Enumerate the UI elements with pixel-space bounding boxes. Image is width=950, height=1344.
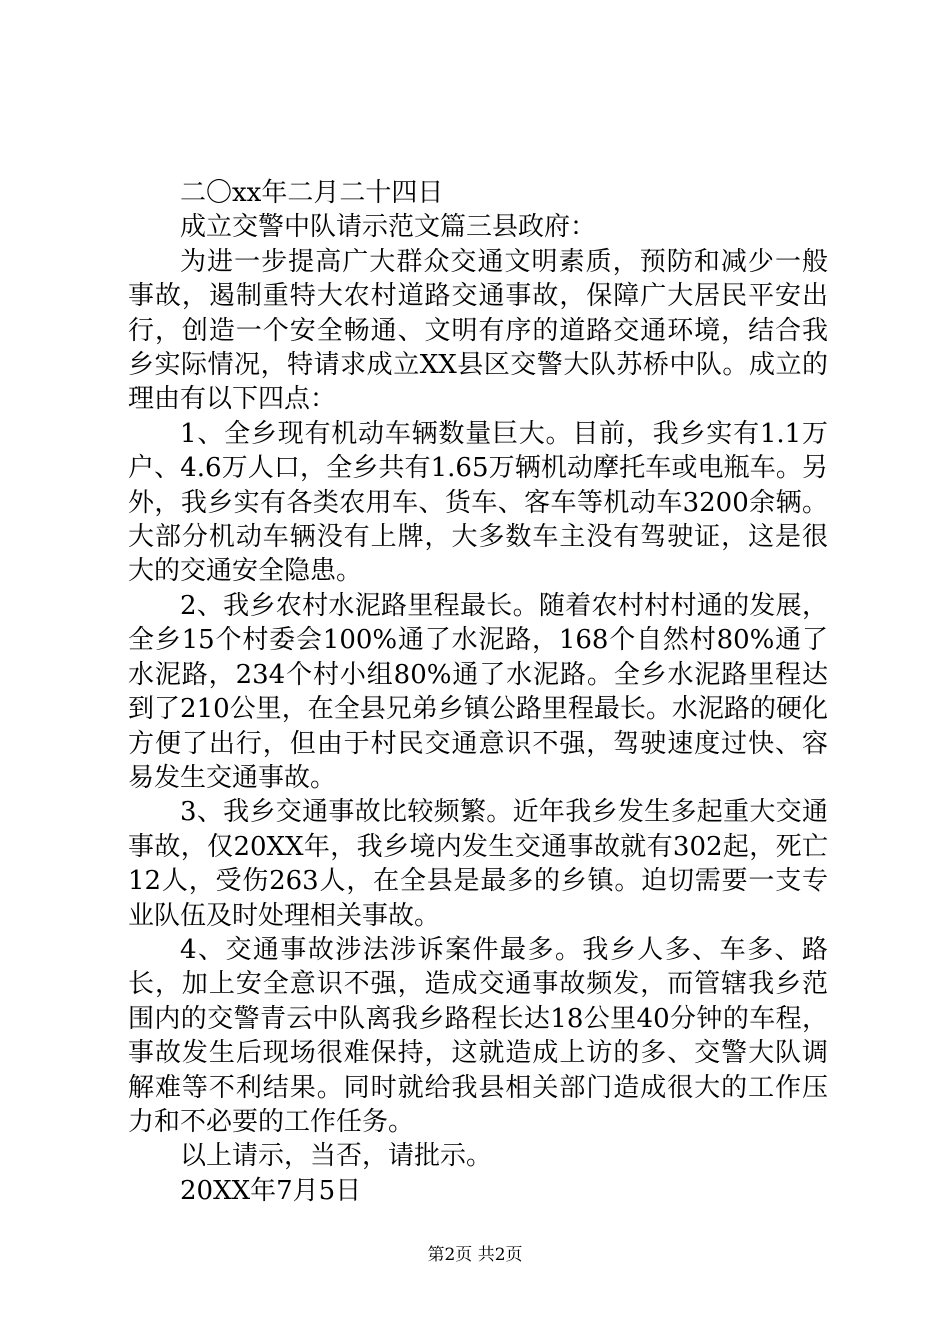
date-line: 二〇xx年二月二十四日 (180, 178, 444, 208)
reason-paragraph-3: 3、我乡交通事故比较频繁。近年我乡发生多起重大交通事故，仅20XX年，我乡境内发生交通事故就有302起，死亡12人，受伤263人，在全县是最多的乡镇。迫切需要一支专业队伍及时处理相关事故。 (128, 797, 828, 931)
reason-paragraph-1: 1、全乡现有机动车辆数量巨大。目前，我乡实有1.1万户、4.6万人口，全乡共有1.65万辆机动摩托车或电瓶车。另外，我乡实有各类农用车、货车、客车等机动车3200余辆。大部分机动车辆没有上牌，大多数车主没有驾驶证，这是很大的交通安全隐患。 (128, 418, 828, 587)
page-number-footer: 第2页 共2页 (427, 1245, 523, 1265)
closing-line: 以上请示，当否，请批示。 (180, 1141, 493, 1172)
document-body (128, 176, 828, 1208)
reason-paragraph-2: 2、我乡农村水泥路里程最长。随着农村村村通的发展，全乡15个村委会100%通了水泥路，168个自然村80%通了水泥路，234个村小组80%通了水泥路。全乡水泥路里程达到了210公里，在全县兄弟乡镇公路里程最长。水泥路的硬化方便了出行，但由于村民交通意识不强，驾驶速度过快、容易发生交通事故。 (128, 590, 828, 793)
signature-date: 20XX年7月5日 (180, 1175, 362, 1206)
reason-paragraph-4: 4、交通事故涉法涉诉案件最多。我乡人多、车多、路长，加上安全意识不强，造成交通事故频发，而管辖我乡范围内的交警青云中队离我乡路程长达18公里40分钟的车程，事故发生后现场很难保持，这就造成上访的多、交警大队调解难等不利结果。同时就给我县相关部门造成很大的工作压力和不必要的工作任务。 (128, 934, 828, 1137)
intro-paragraph: 为进一步提高广大群众交通文明素质，预防和减少一般事故，遏制重特大农村道路交通事故，保障广大居民平安出行，创造一个安全畅通、文明有序的道路交通环境，结合我乡实际情况，特请求成立XX县区交警大队苏桥中队。成立的理由有以下四点： (128, 246, 828, 415)
document-heading: 成立交警中队请示范文篇三县政府： (180, 212, 597, 243)
